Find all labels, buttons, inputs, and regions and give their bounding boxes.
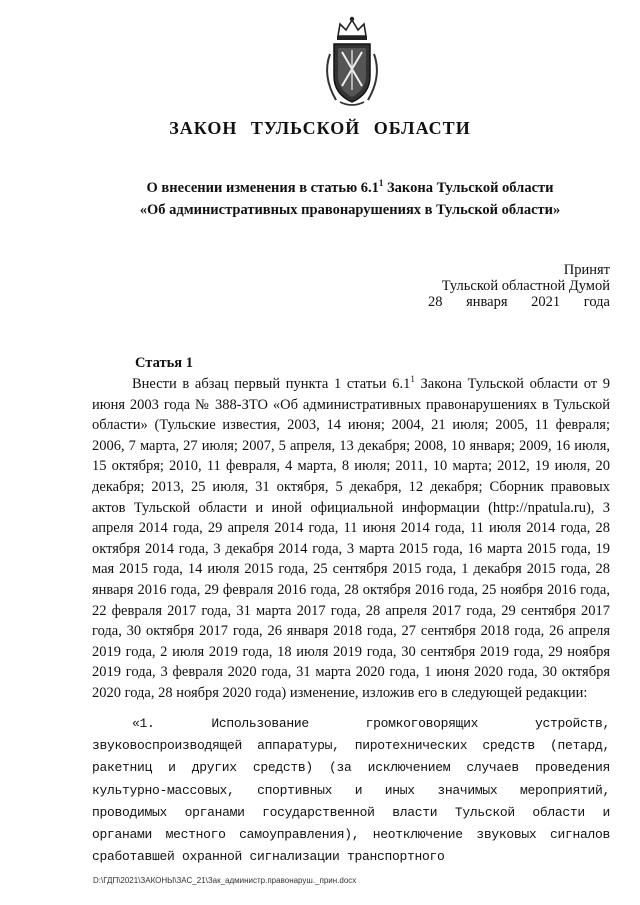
article-paragraph-1: [92, 374, 610, 704]
adoption-year: 2021: [531, 294, 561, 310]
law-title-word-3: ОБЛАСТИ: [373, 118, 471, 138]
law-title: [0, 118, 640, 139]
adoption-year-word: года: [583, 294, 610, 310]
subtitle-line-2: «Об административных правонарушениях в Тульской области»: [139, 202, 561, 218]
adoption-date: [428, 294, 610, 311]
article-heading: Статья 1: [135, 355, 193, 371]
subtitle-line-1: [90, 180, 610, 197]
tula-coat-of-arms-icon: [318, 14, 386, 110]
subtitle-line-1-suffix: Закона Тульской области: [383, 180, 554, 196]
subtitle-line-1-prefix: О внесении изменения в статью 6.1: [146, 180, 379, 196]
adoption-day: 28: [428, 294, 443, 310]
paragraph-1-sup: 1: [410, 374, 415, 385]
subtitle-line-1-sup: 1: [378, 178, 384, 189]
adoption-month: января: [466, 294, 508, 310]
paragraph-1-rest: Закона Тульской области от 9 июня 2003 года № 388-ЗТО «Об административных правонарушениях в Тульской области» (Тульские известия, 2003, 14 июня; 2004, 21 июля; 2005, 11 февраля; 2006, 7 марта, 27 июля; 2007, 5 апреля, 13 декабря; 2008, 10 января; 2009, 16 июля, 15 октября; 2010, 11 февраля, 4 марта, 8 июля; 2011, 10 марта; 2012, 19 июля, 20 декабря; 2013, 25 июля, 31 октября, 5 декабря, 12 декабря; Сборник правовых актов Тульской области и иной официальной информации (http://npatula.ru), 3 апреля 2014 года, 29 апреля 2014 года, 11 июня 2014 года, 11 июля 2014 года, 28 октября 2014 года, 3 декабря 2014 года, 3 марта 2015 года, 16 марта 2015 года, 19 мая 2015 года, 14 июля 2015 года, 25 сентября 2015 года, 1 декабря 2015 года, 28 января 2016 года, 29 февраля 2016 года, 28 октября 2016 года, 25 ноября 2016 года, 22 февраля 2017 года, 31 марта 2017 года, 28 апреля 2017 года, 29 сентября 2017 года, 30 октября 2017 года, 26 января 2018 года, 27 сентября 2018 года, 26 апреля 2019 года, 2 июля 2019 года, 18 июля 2019 года, 30 сентября 2019 года, 29 ноября 2019 года, 3 февраля 2020 года, 31 марта 2020 года, 1 июня 2020 года, 30 октября 2020 года, 28 ноября 2020 года) изменение, изложив его в следующей редакции:: [92, 376, 610, 701]
law-title-word-2: ТУЛЬСКОЙ: [250, 118, 361, 138]
adopted-by: Тульской областной Думой: [441, 278, 610, 294]
file-path-footer: D:\ГДП\2021\ЗАКОНЫ\ЗАС_21\Зак_администр.правонаруш._прин.docx: [93, 876, 357, 885]
paragraph-1-prefix: Внести в абзац первый пункта 1 статьи 6.1: [132, 376, 411, 392]
adopted-label: Принят: [563, 262, 610, 278]
article-paragraph-2: «1. Использование громкоговорящих устройств, звуковоспроизводящей аппаратуры, пиротехнических средств (петард, ракетниц и других средств) (за исключением случаев проведения культурно-массовых, спортивных и иных значимых мероприятий, проводимых органами государственной власти Тульской области и органами местного самоуправления), неотключение звуковых сигналов сработавшей охранной сигнализации транспортного: [92, 716, 610, 865]
law-title-word-1: ЗАКОН: [169, 118, 238, 138]
